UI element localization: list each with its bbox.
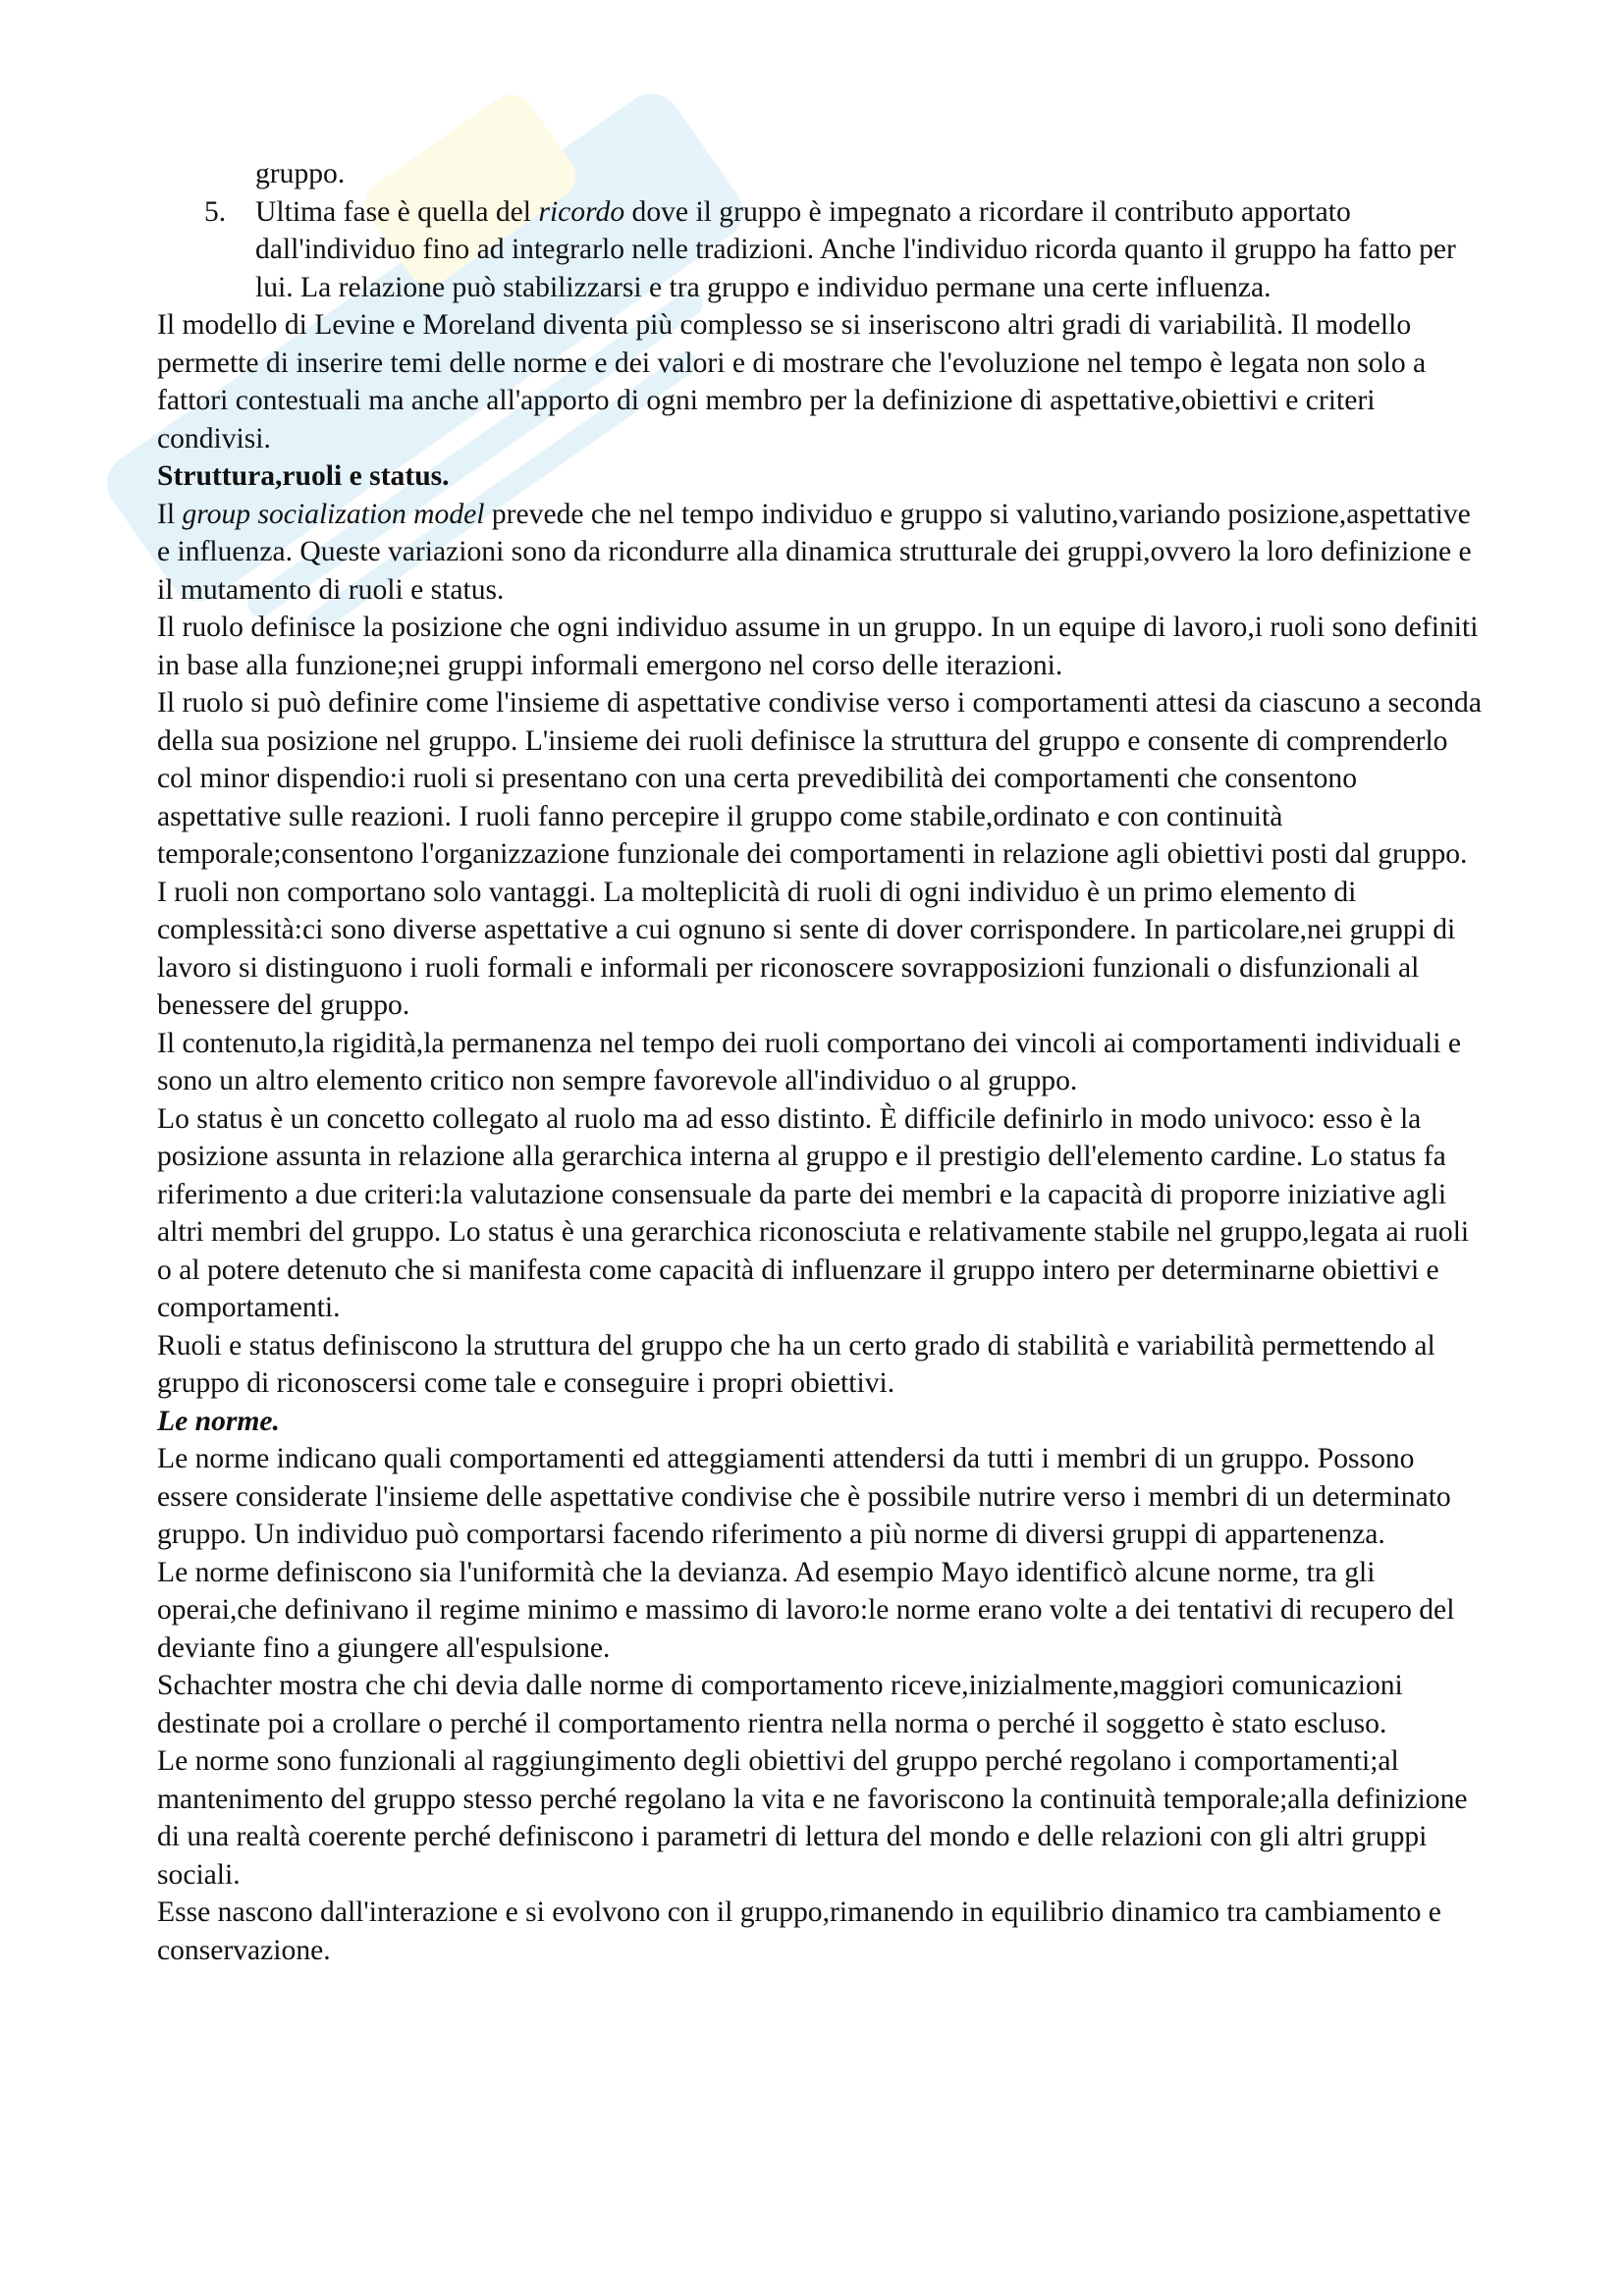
list-item-italic-term: ricordo <box>538 195 625 228</box>
numbered-list <box>157 155 1483 306</box>
list-continuation: gruppo. <box>255 158 346 189</box>
document-body <box>157 155 1483 1969</box>
list-item-5 <box>157 193 1483 307</box>
paragraph-text-end: prevede che nel tempo individuo e gruppo si valutino,variando posizione,aspettative e influenza. Queste variazioni sono da ricondurre alla dinamica strutturale dei gruppi,ovvero la loro definizione e il mutamento di ruoli e status. <box>157 498 1472 606</box>
paragraph-text-start: Il <box>157 498 183 530</box>
paragraph-ruoli-status: Ruoli e status definiscono la struttura del gruppo che ha un certo grado di stabilità e variabilità permettendo al gruppo di riconoscersi come tale e conseguire i propri obiettivi. <box>157 1329 1435 1399</box>
section-heading-struttura: Struttura,ruoli e status. <box>157 460 450 492</box>
paragraph-norme-origine: Esse nascono dall'interazione e si evolvono con il gruppo,rimanendo in equilibrio dinamico tra cambiamento e conservazione. <box>157 1896 1441 1966</box>
list-item-text-start: Ultima fase è quella del <box>255 195 539 228</box>
paragraph-ruolo-aspettative: Il ruolo si può definire come l'insieme di aspettative condivise verso i comportamenti attesi da ciascuno a seconda della sua posizione nel gruppo. L'insieme dei ruoli definisce la struttura del gruppo e consente di comprenderlo col minor dispendio:i ruoli si presentano con una certa prevedibilità dei comportamenti che consentono aspettative sulle reazioni. I ruoli fanno percepire il gruppo come stabile,ordinato e con continuità temporale;consentono l'organizzazione funzionale dei comportamenti in relazione agli obiettivi posti dal gruppo. <box>157 687 1482 870</box>
paragraph-status: Lo status è un concetto collegato al ruolo ma ad esso distinto. È difficile definirlo in modo univoco: esso è la posizione assunta in relazione alla gerarchica interna al gruppo e il prestigio dell'elemento cardine. Lo status fa riferimento a due criteri:la valutazione consensuale da parte dei membri e la capacità di proporre iniziative agli altri membri del gruppo. Lo status è una gerarchica riconosciuta e relativamente stabile nel gruppo,legata ai ruoli o al potere detenuto che si manifesta come capacità di influenzare il gruppo intero per determinarne obiettivi e comportamenti. <box>157 1102 1470 1323</box>
paragraph-group-socialization <box>157 496 1483 610</box>
paragraph-norme-funzioni: Le norme sono funzionali al raggiungimento degli obiettivi del gruppo perché regolano i comportamenti;al mantenimento del gruppo stesso perché regolano la vita e ne favoriscono la continuità temporale;alla definizione di una realtà coerente perché definiscono i parametri di lettura del mondo e delle relazioni con gli altri gruppi sociali. <box>157 1745 1468 1891</box>
paragraph-norme-definizione: Le norme indicano quali comportamenti ed atteggiamenti attendersi da tutti i membri di un gruppo. Possono essere considerate l'insieme delle aspettative condivise che è possibile nutrire verso i membri di un determinato gruppo. Un individuo può comportarsi facendo riferimento a più norme di diversi gruppi di appartenenza. <box>157 1443 1451 1550</box>
paragraph-schachter: Schachter mostra che chi devia dalle norme di comportamento riceve,inizialmente,maggiori comunicazioni destinate poi a crollare o perché il comportamento rientra nella norma o perché il soggetto è stato escluso. <box>157 1670 1403 1739</box>
section-heading-norme: Le norme. <box>157 1405 280 1437</box>
paragraph-italic-term: group socialization model <box>182 498 485 530</box>
list-number: 5. <box>204 195 227 228</box>
paragraph-ruolo-definizione: Il ruolo definisce la posizione che ogni individuo assume in un gruppo. In un equipe di lavoro,i ruoli sono definiti in base alla funzione;nei gruppi informali emergono nel corso delle iterazioni. <box>157 612 1479 681</box>
paragraph-levine-moreland: Il modello di Levine e Moreland diventa più complesso se si inseriscono altri gradi di variabilità. Il modello permette di inserire temi delle norme e dei valori e di mostrare che l'evoluzione nel tempo è legata non solo a fattori contestuali ma anche all'apporto di ogni membro per la definizione di aspettative,obiettivi e criteri condivisi. <box>157 309 1427 454</box>
paragraph-norme-devianza: Le norme definiscono sia l'uniformità che la devianza. Ad esempio Mayo identificò alcune norme, tra gli operai,che definivano il regime minimo e massimo di lavoro:le norme erano volte a dei tentativi di recupero del deviante fino a giungere all'espulsione. <box>157 1556 1455 1664</box>
list-item-text-end: dove il gruppo è impegnato a ricordare il contributo apportato dall'individuo fino ad integrarlo nelle tradizioni. Anche l'individuo ricorda quanto il gruppo ha fatto per lui. La relazione può stabilizzarsi e tra gruppo e individuo permane una certe influenza. <box>255 195 1456 303</box>
paragraph-ruoli-vantaggi: I ruoli non comportano solo vantaggi. La molteplicità di ruoli di ogni individuo è un primo elemento di complessità:ci sono diverse aspettative a cui ognuno si sente di dover corrispondere. In particolare,nei gruppi di lavoro si distinguono i ruoli formali e informali per riconoscere sovrapposizioni funzionali o disfunzionali al benessere del gruppo. <box>157 876 1456 1021</box>
paragraph-ruoli-vincoli: Il contenuto,la rigidità,la permanenza nel tempo dei ruoli comportano dei vincoli ai comportamenti individuali e sono un altro elemento critico non sempre favorevole all'individuo o al gruppo. <box>157 1027 1462 1096</box>
